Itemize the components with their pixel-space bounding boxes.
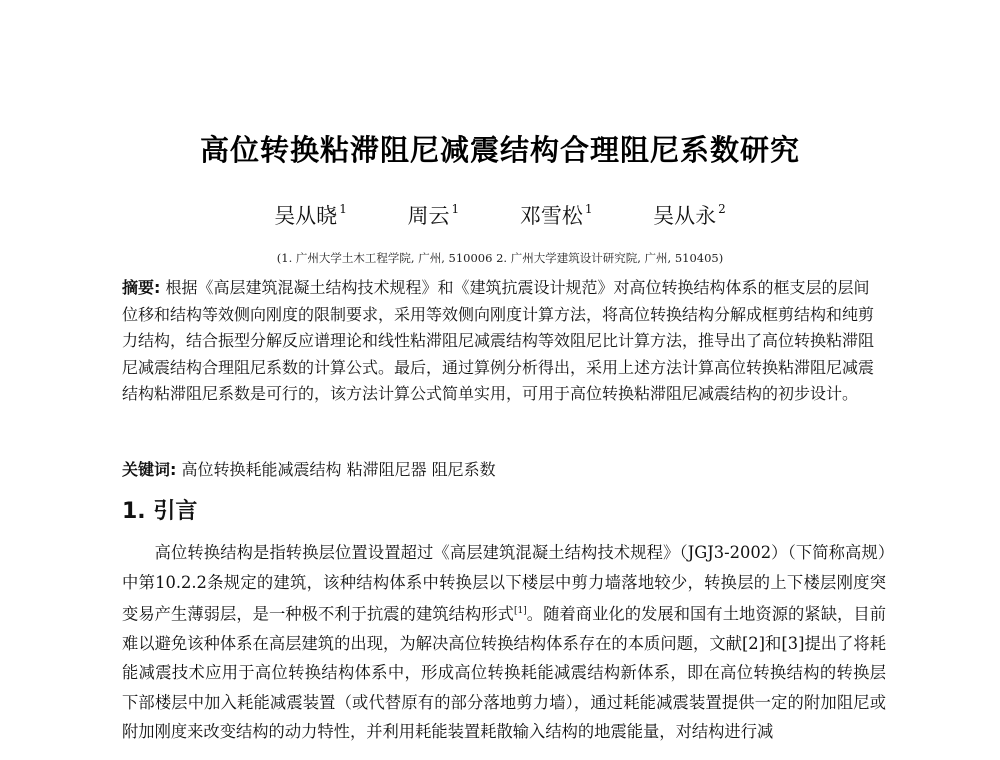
body-text-part: 高位转换结构是指转换层位置设置超过《高层建筑混凝土结构技术规程》（JGJ3-2002）（下简称高规）中第10.2.2条规定的建筑，该种结构体系中转换层以下楼层中剪力墙落地较少，转换层的上下楼层刚度突变易产生薄弱层，是一种极不利于抗震的建筑结构形式: [122, 543, 886, 624]
citation-ref: [1]: [513, 606, 527, 616]
abstract: [122, 275, 882, 408]
author-list: [0, 200, 1000, 230]
abstract-text: 根据《高层建筑混凝土结构技术规程》和《建筑抗震设计规范》对高位转换结构体系的框支层的层间位移和结构等效侧向刚度的限制要求，采用等效侧向刚度计算方法，将高位转换结构分解成框剪结构和纯剪力结构，结合振型分解反应谱理论和线性粘滞阻尼减震结构等效阻尼比计算方法，推导出了高位转换粘滞阻尼减震结构合理阻尼系数的计算公式。最后，通过算例分析得出，采用上述方法计算高位转换粘滞阻尼减震结构粘滞阻尼系数是可行的，该方法计算公式简单实用，可用于高位转换粘滞阻尼减震结构的初步设计。: [122, 278, 875, 404]
author-name: 周云: [407, 204, 450, 228]
author: [274, 200, 347, 230]
affiliation-mark: 1: [451, 202, 460, 216]
paper-title: 高位转换粘滞阻尼减震结构合理阻尼系数研究: [199, 133, 800, 167]
body-text-part: 。随着商业化的发展和国有土地资源的紧缺，目前难以避免该种体系在高层建筑的出现，为解决高位转换结构体系存在的本质问题，文献[2]和[3]提出了将耗能减震技术应用于高位转换结构体系中，形成高位转换耗能减震结构新体系，即在高位转换结构的转换层下部楼层中加入耗能减震装置（或代替原有的部分落地剪力墙），通过耗能减震装置提供一定的附加阻尼或附加刚度来改变结构的动力特性，并利用耗能装置耗散输入结构的地震能量，对结构进行减: [122, 604, 886, 742]
keywords: [122, 457, 882, 480]
keywords-text: 高位转换耗能减震结构 粘滞阻尼器 阻尼系数: [181, 460, 496, 479]
author: [520, 200, 593, 230]
author: [653, 200, 726, 230]
abstract-label: 摘要:: [122, 278, 161, 297]
body-paragraph: [122, 538, 886, 747]
affiliation-mark: 1: [584, 202, 593, 216]
author: [408, 200, 460, 230]
author-name: 邓雪松: [519, 204, 583, 228]
affiliation: (1. 广州大学土木工程学院, 广州, 510006 2. 广州大学建筑设计研究院, 广州, 510405): [276, 251, 724, 265]
author-name: 吴从晓: [274, 204, 338, 228]
author-name: 吴从永: [653, 204, 717, 228]
affiliation-mark: 2: [718, 202, 726, 216]
section-heading: 1. 引言: [122, 499, 198, 524]
affiliation-mark: 1: [339, 202, 347, 216]
keywords-label: 关键词:: [122, 460, 177, 479]
